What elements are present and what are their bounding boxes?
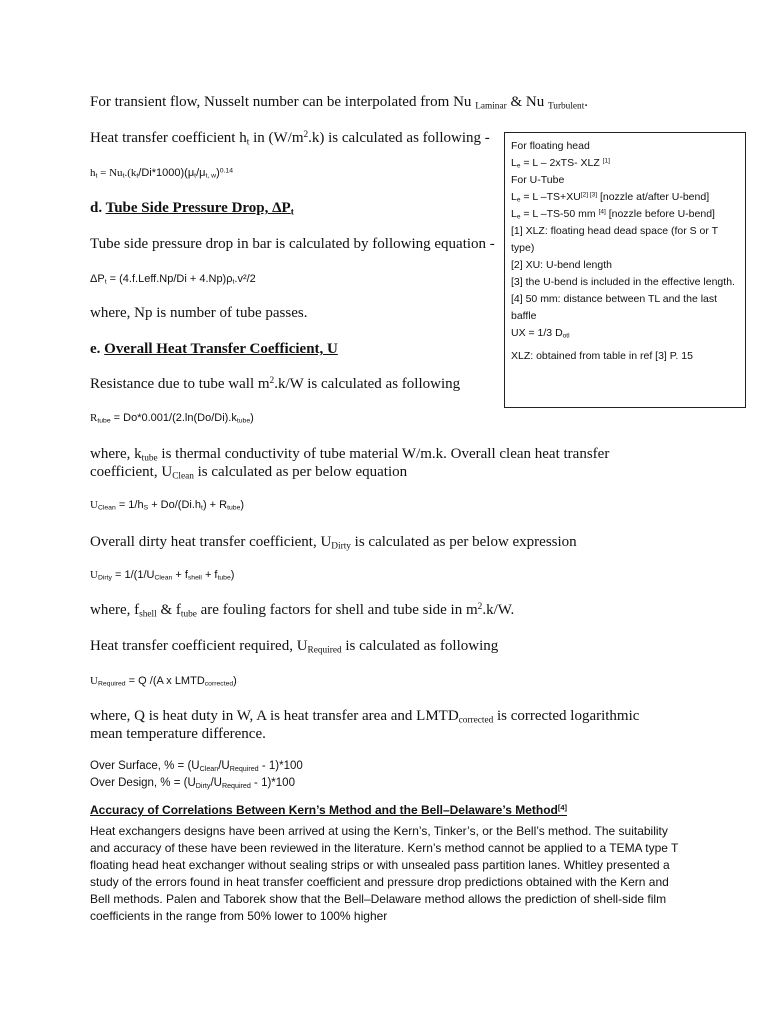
resistance-line: Resistance due to tube wall $m^2.k/W$ is calculated as following <box>90 375 461 392</box>
note-line: [2] XU: U-bend length <box>511 259 612 271</box>
clean-line: coefficient, $U_{Clean}$ is calculated as per below equation <box>90 464 408 482</box>
over-design-equation: Over Design, % = $(U_{Dirty}/U_{Required} - 1)*100$ <box>90 777 295 790</box>
accuracy-heading: Accuracy of Correlations Between Kern’s Method and the Bell–Delaware’s Method[4] <box>90 802 567 817</box>
section-e-heading: e. Overall Heat Transfer Coefficient, U <box>90 341 338 357</box>
note-line: UX = 1/3 $D_{otl}$ <box>511 327 570 340</box>
ht-equation: $h_t = Nu_t.(k_t/Di*1000)(\mu_t/\mu_{t, w})^{0.14}$ <box>90 167 234 180</box>
q-line-2: mean temperature difference. <box>90 726 266 742</box>
section-d-heading: d. Tube Side Pressure Drop, $\Delta P_t$ <box>90 200 294 218</box>
note-line: $L_e = L$ –TS+XU[2] [3] [nozzle at/after U-bend] <box>511 191 710 204</box>
ureq-equation: $U_{Required} = Q$ /(A x $LMTD_{corrected}$) <box>90 675 237 688</box>
note-line: [1] XLZ: floating head dead space (for S or T type) <box>511 225 718 254</box>
note-line: $L_e = L$ –TS-50 mm [4] [nozzle before U-bend] <box>511 208 715 221</box>
accuracy-paragraph: Heat exchangers designs have been arrived at using the Kern’s, Tinker’s, or the Bell’s method. The suitability and accuracy of these have been reviewed in the literature. Kern’s method cannot be applied to a TEMA type T floating head heat exchanger without sealing strips or with unsealed pass partition lanes. Whitley presented a study of the errors found in heat transfer coefficient and pressure drop predictions obtained with the Kern and Bell methods. Palen and Taborek show that the Bell–Delaware method allows the prediction of shell-side film coefficients in the range from 50% lower to 100% higher <box>90 824 679 923</box>
udirty-equation: $U_{Dirty} = 1/(1/U_{Clean} + f_{shell} + f_{tube})$ <box>90 569 235 582</box>
q-line-1: where, Q is heat duty in W, A is heat transfer area and $LMTD_{corrected}$ is corrected logarithmic <box>90 708 640 726</box>
note-line: $L_e = L - 2xTS-$ XLZ [1] <box>511 157 610 170</box>
tube-length-note-box <box>504 132 746 408</box>
note-line: For floating head <box>511 140 590 152</box>
ktube-line: where, $k_{tube}$ is thermal conductivity of tube material W/m.k. Overall clean heat transfer <box>90 446 610 464</box>
note-line: [4] 50 mm: distance between TL and the last baffle <box>511 293 718 322</box>
fouling-line: where, $f_{shell}$ & $f_{tube}$ are fouling factors for shell and tube side in $m^2.k/W$. <box>90 601 515 620</box>
dp-equation: $\Delta P_t$ = (4.f.Leff.Np/Di + $4.Np)\rho_t.v^2/2$ <box>90 273 256 286</box>
dirty-line: Overall dirty heat transfer coefficient, $U_{Dirty}$ is calculated as per below expression <box>90 534 577 552</box>
required-line: Heat transfer coefficient required, $U_{Required}$ is calculated as following <box>90 638 499 656</box>
rtube-equation: $R_{tube} = Do*0.001/(2.\ln(Do/Di).k_{tube})$ <box>90 412 254 425</box>
np-line: where, Np is number of tube passes. <box>90 305 308 321</box>
note-line: XLZ: obtained from table in ref [3] P. 15 <box>511 350 693 362</box>
htc-line: Heat transfer coefficient $h_t$ in $(W/m^2.k)$ is calculated as following - <box>90 129 490 148</box>
note-line: For U-Tube <box>511 174 565 186</box>
uclean-equation: $U_{Clean} = 1/h_S + Do/(Di.h_t) + R_{tube}$) <box>90 499 245 512</box>
note-line: [3] the U-bend is included in the effective length. <box>511 276 735 288</box>
over-surface-equation: Over Surface, % = $(U_{Clean}/U_{Required} - 1)*100$ <box>90 760 303 773</box>
transient-flow-line: For transient flow, Nusselt number can be interpolated from Nu $_{Laminar}$ & Nu $_{Turbulent}$. <box>90 94 589 112</box>
dp-intro-line: Tube side pressure drop in bar is calculated by following equation - <box>90 236 495 252</box>
